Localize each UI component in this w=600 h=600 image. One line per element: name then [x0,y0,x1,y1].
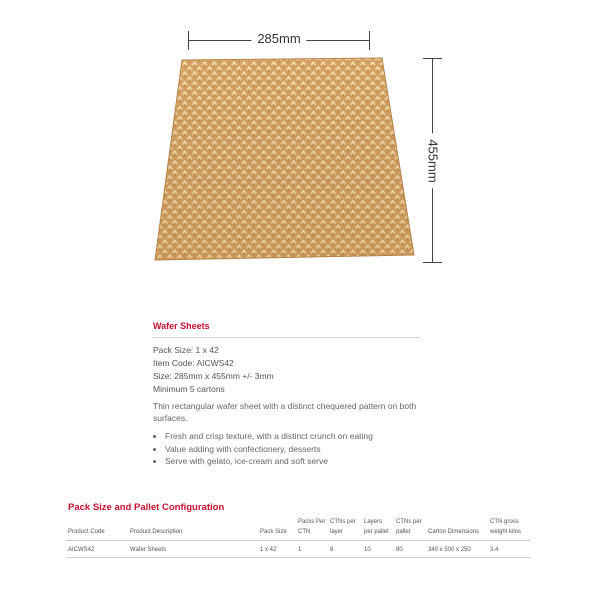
width-dimension [188,29,370,53]
width-dimension-tick-left [188,31,189,50]
header-packs-per-ctn: Packs Per CTN [296,517,328,541]
header-product-description: Product Description [128,517,258,541]
cell-product-code: AICWS42 [66,541,128,558]
item-code-line: Item Code: AICWS42 [153,358,234,368]
pack-config-table [66,517,530,558]
table-header-row [66,517,530,541]
pack-config-title: Pack Size and Pallet Configuration [68,502,225,513]
table-row [66,541,530,558]
header-carton-dimensions: Carton Dimensions [426,517,488,541]
pack-size-line: Pack Size: 1 x 42 [153,345,219,355]
cell-packs-per-ctn: 1 [296,541,328,558]
product-description-section [153,321,423,468]
feature-item: • Fresh and crisp texture, with a distinct crunch on eating [165,430,423,443]
cell-ctns-per-layer: 8 [328,541,362,558]
header-product-code: Product Code [66,517,128,541]
product-summary: Thin rectangular wafer sheet with a distinct chequered pattern on both surfaces. [153,401,417,423]
feature-item: • Value adding with confectionery, desserts [165,443,423,456]
width-label: 285mm [251,31,306,46]
height-label: 455mm [426,133,441,188]
header-pack-size: Pack Size [258,517,296,541]
width-dimension-tick-right [369,31,370,50]
feature-item: • Serve with gelato, ice-cream and soft serve [165,455,423,468]
cell-carton-dimensions: 340 x 500 x 250 [426,541,488,558]
minimum-order-line: Minimum 5 cartons [153,384,225,394]
cell-ctn-gross-weight: 3.4 [488,541,530,558]
header-ctn-gross-weight: CTN gross weight kilos [488,517,530,541]
wafer-sheet-image [150,55,440,270]
header-ctns-per-layer: CTNs per layer [328,517,362,541]
cell-product-description: Wafer Sheets [128,541,258,558]
divider [153,337,420,338]
cell-pack-size: 1 x 42 [258,541,296,558]
cell-ctns-per-pallet: 80 [394,541,426,558]
feature-list [153,430,423,468]
cell-layers-per-pallet: 10 [362,541,394,558]
size-line: Size: 285mm x 455mm +/- 3mm [153,371,274,381]
product-title: Wafer Sheets [153,321,210,331]
header-ctns-per-pallet: CTNs per pallet [394,517,426,541]
header-layers-per-pallet: Layers per pallet [362,517,394,541]
